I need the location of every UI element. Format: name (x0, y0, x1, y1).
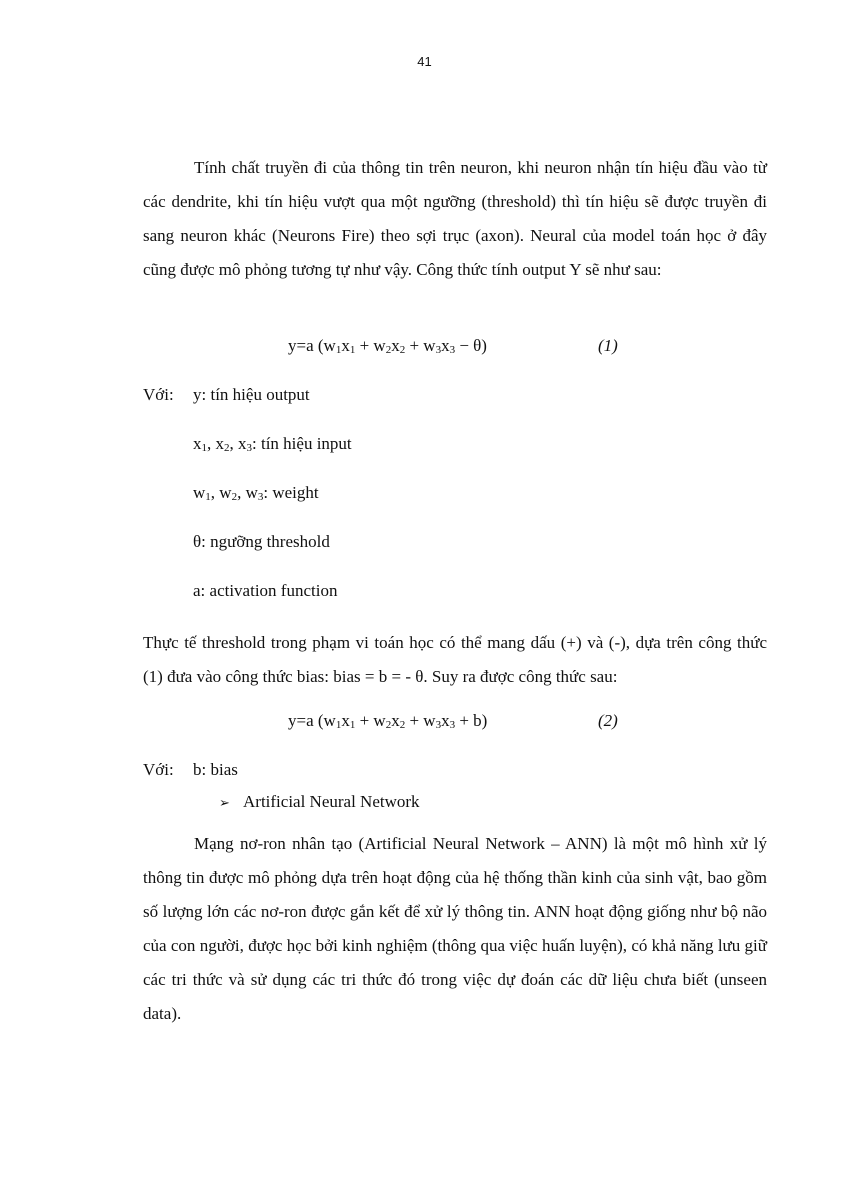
paragraph-text: Tính chất truyền đi của thông tin trên neuron, khi neuron nhận tín hiệu đầu vào từ các dendrite, khi tín hiệu vượt qua một ngưỡng (threshold) thì tín hiệu sẽ được truyền đi sang neuron khác (Neurons Fire) theo sợi trục (axon). Neural của model toán học ở đây cũng được mô phỏng tương tự như vậy. Công thức tính output Y sẽ như sau: (143, 158, 767, 279)
paragraph-threshold-bias (143, 626, 767, 694)
definition-x: $x_1$, $x_2$, $x_3$: tín hiệu input (193, 434, 352, 454)
paragraph-text: Mạng nơ-ron nhân tạo (Artificial Neural Network – ANN) là một mô hình xử lý thông tin được mô phỏng dựa trên hoạt động của hệ thống thần kinh của sinh vật, bao gồm số lượng lớn các nơ-ron được gắn kết để xử lý thông tin. ANN hoạt động giống như bộ não của con người, được học bởi kinh nghiệm (thông qua việc huấn luyện), có khả năng lưu giữ các tri thức và sử dụng các tri thức đó trong việc dự đoán các dữ liệu chưa biết (unseen data). (143, 834, 767, 1023)
definition-b: b: bias (193, 760, 238, 779)
paragraph-ann-definition (143, 827, 767, 1031)
definition-y: y: tín hiệu output (193, 385, 310, 404)
paragraph-text: Thực tế threshold trong phạm vi toán học có thể mang dấu (+) và (-), dựa trên công thức (1) đưa vào công thức bias: bias = b = - θ. Suy ra được công thức sau: (143, 633, 767, 686)
formula-1: y=a $(w_1x_1 + w_2x_2 + w_3x_3 - \theta)$ (288, 336, 487, 356)
formula-1-number: (1) (598, 336, 618, 355)
definition-theta: θ: ngưỡng threshold (193, 532, 330, 551)
formula-2-number: (2) (598, 711, 618, 730)
formula-2: y=a $(w_1x_1 + w_2x_2 + w_3x_3 + b)$ (288, 711, 488, 731)
paragraph-neuron-propagation (143, 151, 767, 287)
with-label-2: Với: (143, 760, 174, 779)
page-number: 41 (417, 54, 432, 69)
bullet-heading-ann (219, 792, 420, 812)
definition-w: $w_1$, $w_2$, $w_3$: weight (193, 483, 319, 503)
bullet-heading-text: Artificial Neural Network (243, 792, 420, 811)
with-label: Với: (143, 385, 174, 404)
definition-a: a: activation function (193, 581, 338, 600)
arrow-bullet-icon: ➢ (219, 795, 230, 810)
